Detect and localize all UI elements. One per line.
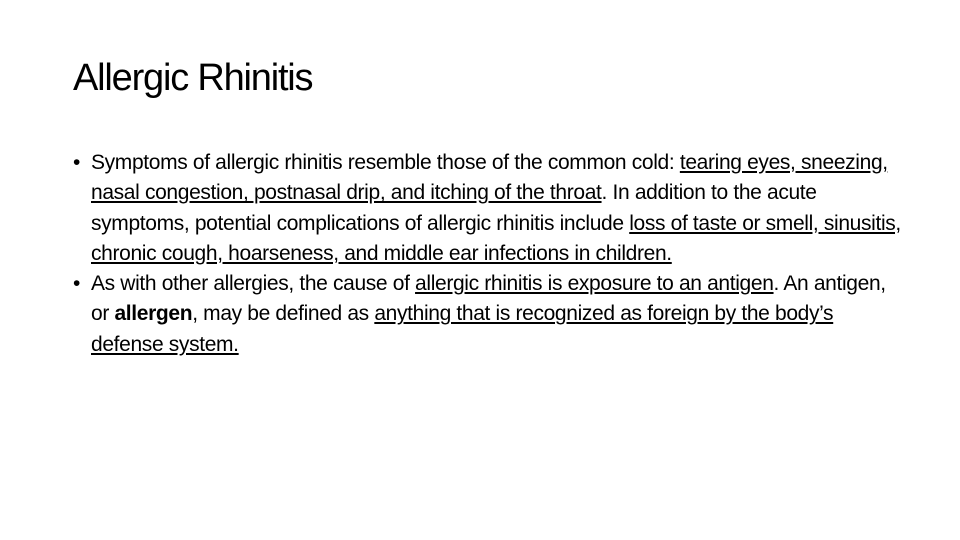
text-segment: , may be defined as [192, 302, 375, 326]
text-segment: . An antigen, or [91, 272, 886, 326]
bullet-dot-icon: • [73, 272, 81, 296]
bullet-dot-icon: • [73, 151, 81, 174]
bullet-list [73, 148, 903, 360]
underlined-text-segment: tearing eyes, sneezing, nasal congestion, postnasal drip, and itching of the throat [91, 151, 888, 205]
text-segment: . In addition to the acute symptoms, potential complications of allergic rhinitis include [91, 181, 817, 235]
bold-term-allergen: allergen [114, 302, 193, 326]
bullet-item-symptoms [73, 148, 903, 269]
text-segment: As with other allergies, the cause of [91, 272, 416, 296]
underlined-text-segment: loss of taste or smell, sinusitis, chronic cough, hoarseness, and middle ear infections in children. [91, 211, 901, 265]
slide-title: Allergic Rhinitis [73, 57, 313, 99]
underlined-text-segment: anything that is recognized as foreign by the body’s defense system. [91, 302, 834, 356]
text-segment: Symptoms of allergic rhinitis resemble those of the common cold: [91, 151, 680, 174]
underlined-text-segment: allergic rhinitis is exposure to an antigen [415, 272, 774, 296]
bullet-item-cause [73, 269, 903, 360]
